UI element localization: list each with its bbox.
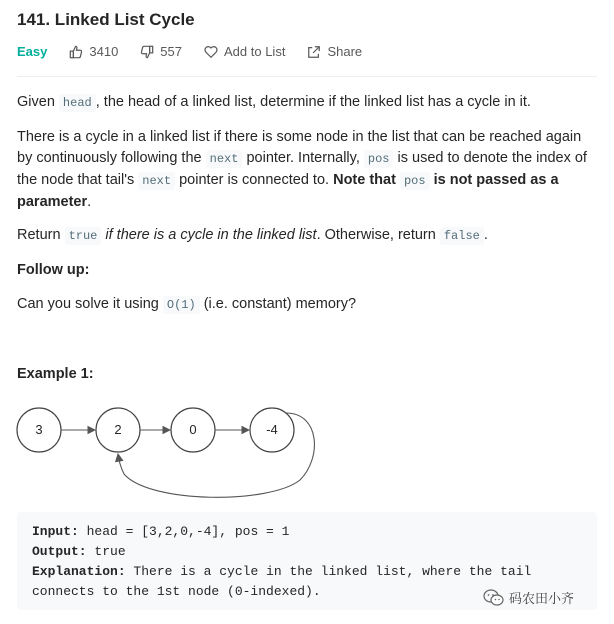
node-label: 2	[114, 422, 122, 437]
italic-text: if there is a cycle in the linked list	[101, 227, 317, 243]
like-button[interactable]	[69, 44, 118, 59]
add-to-list-button[interactable]	[204, 44, 285, 59]
text: (i.e. constant) memory?	[199, 296, 357, 312]
node-label: 3	[35, 422, 43, 437]
text: There is a cycle in a linked list if there is some node in the list that can be reached again by continuously following the	[17, 129, 582, 166]
description-paragraph-4	[17, 294, 597, 316]
node-3	[250, 408, 294, 452]
inline-code: next	[206, 150, 243, 168]
linked-list-diagram	[10, 398, 330, 506]
share-button[interactable]	[307, 44, 362, 59]
text: pointer. Internally,	[242, 150, 364, 166]
input-label: Input:	[32, 524, 79, 539]
explanation-label: Explanation:	[32, 564, 126, 579]
input-value: head = [3,2,0,-4], pos = 1	[78, 524, 290, 539]
node-2	[171, 408, 215, 452]
inline-code: pos	[364, 150, 394, 168]
description-paragraph-1	[17, 92, 597, 114]
inline-code: head	[59, 94, 96, 112]
difficulty-badge: Easy	[17, 44, 48, 59]
example-title: Example 1:	[17, 366, 94, 382]
output-label: Output:	[32, 544, 87, 559]
explanation-value-line2: connects to the 1st node (0-indexed).	[32, 584, 321, 599]
dislike-button[interactable]	[140, 44, 182, 59]
node-0	[17, 408, 61, 452]
inline-code: next	[138, 172, 175, 190]
node-label: -4	[266, 422, 278, 437]
text: Return	[17, 227, 65, 243]
share-label: Share	[327, 44, 363, 59]
text: . Otherwise, return	[316, 227, 440, 243]
text: .	[483, 227, 488, 243]
text: .	[87, 194, 92, 210]
inline-code: true	[65, 227, 102, 245]
bold-text: Note that	[333, 172, 400, 188]
explanation-value: There is a cycle in the linked list, where the tail	[125, 564, 532, 579]
problem-meta-bar	[17, 44, 384, 59]
heart-icon	[204, 45, 218, 59]
share-icon	[307, 45, 321, 59]
follow-up-heading: Follow up:	[17, 262, 90, 278]
text: Given	[17, 94, 59, 110]
thumbs-down-icon	[140, 45, 154, 59]
watermark	[483, 588, 574, 607]
inline-code: pos	[400, 172, 430, 190]
text: is used to denote the index of the node that tail's	[17, 150, 587, 188]
wechat-icon	[483, 589, 505, 607]
inline-code: O(1)	[163, 296, 200, 314]
watermark-text: 码农田小齐	[509, 591, 575, 606]
node-1	[96, 408, 140, 452]
description-paragraph-3	[17, 225, 597, 247]
add-to-list-label: Add to List	[224, 44, 286, 59]
bold-text: is not passed as a parameter	[17, 172, 559, 210]
description-paragraph-2	[17, 127, 597, 213]
dislike-count: 557	[160, 44, 182, 59]
divider	[17, 76, 597, 77]
text: pointer is connected to.	[175, 172, 334, 188]
like-count: 3410	[89, 44, 119, 59]
problem-title: 141. Linked List Cycle	[17, 10, 195, 29]
output-value: true	[86, 544, 126, 559]
node-label: 0	[189, 422, 197, 437]
text: Can you solve it using	[17, 296, 163, 312]
inline-code: false	[440, 227, 484, 245]
text: , the head of a linked list, determine if the linked list has a cycle in it.	[95, 94, 531, 110]
thumbs-up-icon	[69, 45, 83, 59]
